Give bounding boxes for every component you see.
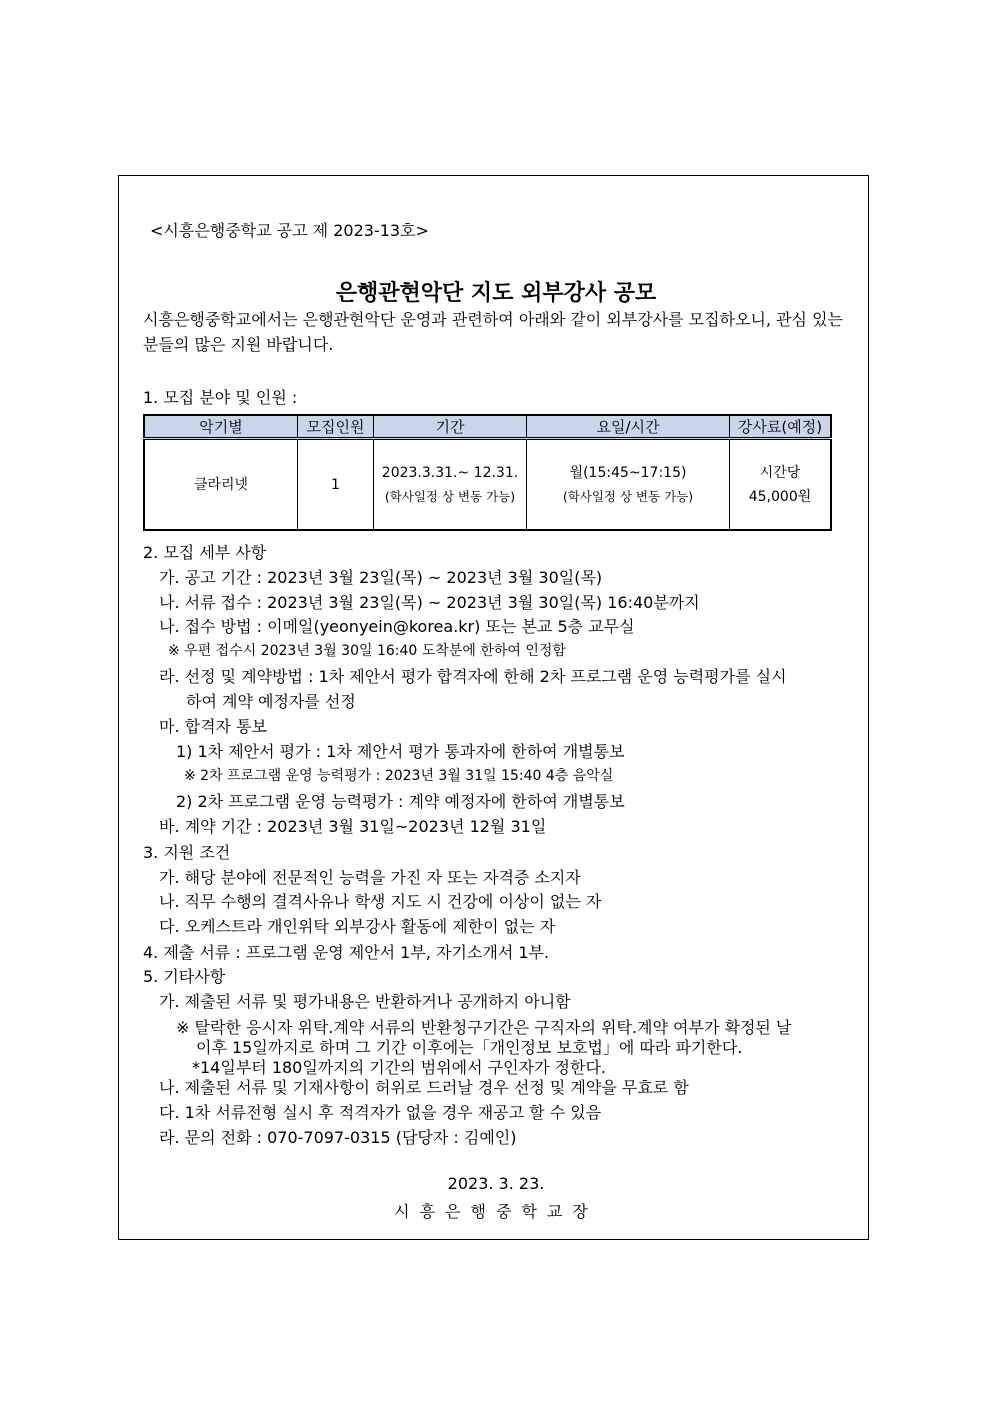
cell-period [374,439,527,531]
header-period: 기간 [374,415,527,439]
time-note: (학사일정 상 변동 가능) [562,488,694,504]
section-3-heading: 3. 지원 조건 [143,843,231,862]
sec2-item-d-line2: 하여 계약 예정자를 선정 [186,692,356,711]
sec5-note-line2: 이후 15일까지로 하며 그 기간 이후에는「개인정보 보호법」에 따라 파기한다. [196,1038,743,1057]
sec2-item-f: 바. 계약 기간 : 2023년 3월 31일~2023년 12월 31일 [159,817,547,836]
sec5-item-c: 다. 1차 서류전형 실시 후 적격자가 없을 경우 재공고 할 수 있음 [159,1103,602,1122]
sec5-note-line3: *14일부터 180일까지의 기간의 범위에서 구인자가 정한다. [192,1058,606,1077]
table-header-row [144,415,831,439]
fee-unit: 시간당 [759,464,801,481]
cell-count: 1 [298,439,374,531]
header-time: 요일/시간 [527,415,730,439]
sec5-item-a: 가. 제출된 서류 및 평가내용은 반환하거나 공개하지 아니함 [159,992,571,1011]
header-count: 모집인원 [298,415,374,439]
fee-value: 45,000원 [748,488,812,505]
notice-number: <시흥은행중학교 공고 제 2023-13호> [150,221,429,240]
section-2-heading: 2. 모집 세부 사항 [143,543,267,562]
sec2-item-d-line1: 라. 선정 및 계약방법 : 1차 제안서 평가 합격자에 한해 2차 프로그램 운영 능력평가를 실시 [159,667,787,686]
sec3-item-c: 다. 오케스트라 개인위탁 외부강사 활동에 제한이 없는 자 [159,917,556,936]
sec2-item-c: 나. 접수 방법 : 이메일(yeonyein@korea.kr) 또는 본교 5층 교무실 [159,617,635,636]
table-row [144,439,831,531]
principal-signature: 시흥은행중학교장 [394,1202,598,1221]
section-4-line: 4. 제출 서류 : 프로그램 운영 제안서 1부, 자기소개서 1부. [143,943,550,962]
sec5-note-line1: ※ 탈락한 응시자 위탁.계약 서류의 반환청구기간은 구직자의 위탁.계약 여부가 확정된 날 [176,1018,792,1037]
period-value: 2023.3.31.~ 12.31. [381,464,519,481]
sec3-item-b: 나. 직무 수행의 결격사유나 학생 지도 시 건강에 이상이 없는 자 [159,892,602,911]
header-instrument: 악기별 [144,415,298,439]
section-5-heading: 5. 기타사항 [143,967,226,986]
document-title: 은행관현악단 지도 외부강사 공모 [335,281,657,306]
sec2-item-e2: 2) 2차 프로그램 운영 능력평가 : 계약 예정자에 한하여 개별통보 [176,792,625,811]
sec2-item-e1-note: ※ 2차 프로그램 운영 능력평가 : 2023년 3월 31일 15:40 4층 음악실 [184,768,614,784]
time-value: 월(15:45~17:15) [569,464,687,481]
sec5-item-d: 라. 문의 전화 : 070-7097-0315 (담당자 : 김예인) [159,1128,517,1147]
issue-date: 2023. 3. 23. [447,1174,545,1193]
sec2-item-e: 마. 합격자 통보 [159,717,267,736]
cell-instrument: 클라리넷 [144,439,298,531]
recruitment-table [143,414,832,531]
section-1-heading: 1. 모집 분야 및 인원 : [143,388,298,407]
sec5-item-b: 나. 제출된 서류 및 기재사항이 허위로 드러날 경우 선정 및 계약을 무효로 함 [159,1078,689,1097]
header-fee: 강사료(예정) [730,415,832,439]
sec2-item-b: 나. 서류 접수 : 2023년 3월 23일(목) ~ 2023년 3월 30일(목) 16:40분까지 [159,593,700,612]
intro-paragraph: 시흥은행중학교에서는 은행관현악단 운영과 관련하여 아래와 같이 외부강사를 모집하오니, 관심 있는 분들의 많은 지원 바랍니다. [143,310,844,354]
cell-fee [730,439,832,531]
sec2-item-e1: 1) 1차 제안서 평가 : 1차 제안서 평가 통과자에 한하여 개별통보 [176,742,625,761]
sec2-item-c-note: ※ 우편 접수시 2023년 3월 30일 16:40 도착분에 한하여 인정함 [168,643,566,659]
sec3-item-a: 가. 해당 분야에 전문적인 능력을 가진 자 또는 자격증 소지자 [159,868,581,887]
sec2-item-a: 가. 공고 기간 : 2023년 3월 23일(목) ~ 2023년 3월 30일(목) [159,568,603,587]
period-note: (학사일정 상 변동 가능) [384,488,516,504]
cell-time [527,439,730,531]
